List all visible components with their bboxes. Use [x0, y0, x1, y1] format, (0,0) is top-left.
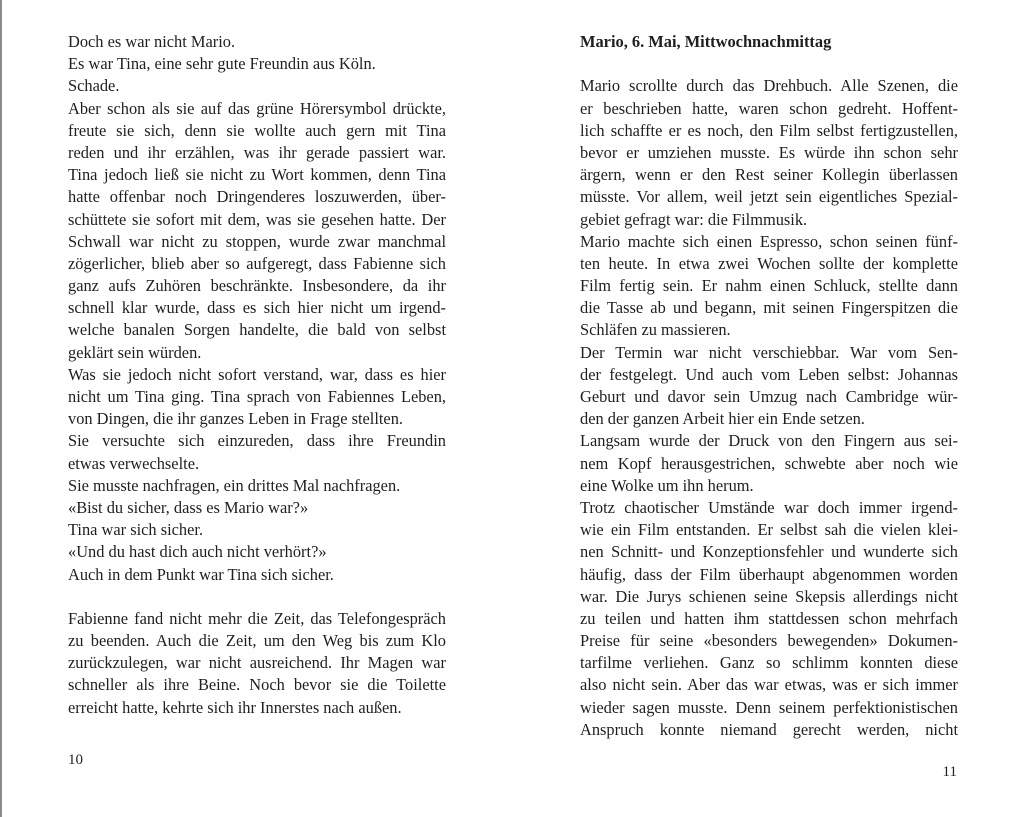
text-line: Sie versuchte sich einzureden, dass ihre Freundin	[68, 431, 446, 451]
text-line: Langsam wurde der Druck von den Fingern aus sei-	[580, 431, 958, 451]
text-line: nicht um Tina ging. Tina sprach von Fabiennes Leben,	[68, 387, 446, 406]
text-line: zurückzulegen, war nicht ausreichend. Ihr Magen war	[68, 653, 446, 673]
text-line: erreicht hatte, kehrte sich ihr Innerstes nach außen.	[68, 697, 402, 717]
text-line: der festgelegt. Und auch vom Leben selbst: Johannas	[580, 364, 958, 384]
heading-gap	[580, 53, 958, 75]
text-line: ganz aufs Zuhören beschränkte. Insbesondere, da ihr	[68, 276, 446, 296]
text-line: welche banalen Sorgen handelte, die bald von selbst	[68, 320, 446, 340]
text-line: Tina jedoch ließ sie nicht zu Wort kommen, denn Tina	[68, 165, 446, 185]
page-number-left: 10	[68, 752, 83, 768]
text-line: häufig, dass der Film überhaupt abgenommen worden	[580, 564, 958, 584]
text-line: Anspruch konnte niemand gerecht werden, nicht	[580, 719, 958, 739]
text-line: lich schaffte er es noch, den Film selbst fertigzustellen,	[580, 120, 958, 140]
text-line: reden und ihr erzählen, was ihr gerade passiert war.	[68, 142, 446, 162]
text-line: ten heute. In etwa zwei Wochen sollte der komplette	[580, 253, 958, 273]
text-line: gebiet gefragt war: die Filmmusik.	[580, 209, 808, 229]
text-line: eine Wolke um ihn herum.	[580, 475, 754, 495]
text-line: wie ein Film entstanden. Er selbst sah die vielen klei-	[580, 520, 958, 540]
text-line: tarfilme verliehen. Ganz so schlimm konnten diese	[580, 653, 958, 673]
text-line: Der Termin war nicht verschiebbar. War vom Sen-	[580, 342, 958, 362]
text-line: Mario machte sich einen Espresso, schon seinen fünf-	[580, 231, 958, 251]
text-line: Schade.	[68, 76, 120, 96]
text-line: bevor er umziehen musste. Es würde ihn schon sehr	[580, 142, 958, 162]
text-line: zu beenden. Auch die Zeit, um den Weg bis zum Klo	[68, 631, 446, 651]
text-line: zu teilen und hatten ihm stattdessen schon mehrfach	[580, 608, 958, 628]
text-line: schneller als ihre Beine. Noch bevor sie die Toilette	[68, 675, 446, 695]
text-line: etwas verwechselte.	[68, 453, 200, 473]
text-line: Trotz chaotischer Umstände war doch immer irgend-	[580, 497, 958, 517]
text-line: Es war Tina, eine sehr gute Freundin aus Köln.	[68, 54, 376, 74]
text-line: hatte offenbar noch Dringenderes loszuwerden, über-	[68, 187, 446, 207]
text-line: Tina war sich sicher.	[68, 520, 204, 540]
text-line: Was sie jedoch nicht sofort verstand, war, dass es hier	[68, 364, 446, 384]
text-line: schüttete sie sofort mit dem, was sie gesehen hatte. Der	[68, 209, 446, 229]
text-line: also nicht sein. Aber das war etwas, was er sich immer	[580, 675, 958, 695]
right-page	[512, 0, 1024, 817]
text-line: war. Die Jurys schienen seine Skepsis allerdings nicht	[580, 586, 958, 606]
text-line: freute sie sich, denn sie wollte auch gern mit Tina	[68, 120, 446, 140]
text-line: schnell klar wurde, dass es sich hier nicht um irgend-	[68, 298, 446, 318]
text-line: ärgern, wenn er den Rest seiner Kollegin überlassen	[580, 165, 958, 185]
text-line: Schwall war nicht zu stoppen, wurde zwar manchmal	[68, 231, 446, 251]
left-page-body	[68, 31, 446, 719]
text-line: Aber schon als sie auf das grüne Hörersymbol drückte,	[68, 98, 446, 118]
text-line: Preise für seine «besonders bewegenden» Dokumen-	[580, 631, 958, 651]
text-line: wieder sagen musste. Denn seinem perfektionistischen	[580, 697, 958, 717]
text-line: Mario scrollte durch das Drehbuch. Alle Szenen, die	[580, 76, 958, 96]
text-line: müsste. Vor allem, weil jetzt sein eigentliches Spezial-	[580, 187, 958, 207]
right-page-body	[580, 31, 958, 741]
text-line: er beschrieben hatte, waren schon gedreht. Hoffent-	[580, 98, 958, 118]
text-line: «Bist du sicher, dass es Mario war?»	[68, 497, 309, 517]
text-line: Auch in dem Punkt war Tina sich sicher.	[68, 564, 334, 584]
text-line: nen Schnitt- und Konzeptionsfehler und wunderte sich	[580, 542, 958, 562]
text-line: von Dingen, die ihr ganzes Leben in Frage stellten.	[68, 409, 403, 429]
page-number-right: 11	[942, 764, 957, 780]
text-line: Fabienne fand nicht mehr die Zeit, das Telefongespräch	[68, 608, 446, 628]
paragraph-gap	[68, 586, 446, 608]
text-line: Doch es war nicht Mario.	[68, 32, 236, 51]
text-line: geklärt sein würden.	[68, 342, 202, 362]
text-line: den der ganzen Arbeit hier ein Ende setzen.	[580, 409, 865, 429]
text-line: Sie musste nachfragen, ein drittes Mal nachfragen.	[68, 475, 401, 495]
text-line: Geburt und davor sein Umzug nach Cambridge wür-	[580, 387, 958, 406]
text-line: die Tasse ab und begann, mit seinen Fingerspitzen die	[580, 298, 958, 318]
text-line: Schläfen zu massieren.	[580, 320, 731, 340]
text-line: «Und du hast dich auch nicht verhört?»	[68, 542, 327, 562]
text-line: zögerlicher, blieb aber so aufgeregt, dass Fabienne sich	[68, 253, 446, 273]
text-line: nem Kopf herausgestrichen, schwebte aber noch wie	[580, 453, 958, 473]
chapter-heading: Mario, 6. Mai, Mittwochnachmittag	[580, 32, 832, 51]
text-line: Film fertig sein. Er nahm einen Schluck, stellte dann	[580, 276, 958, 296]
